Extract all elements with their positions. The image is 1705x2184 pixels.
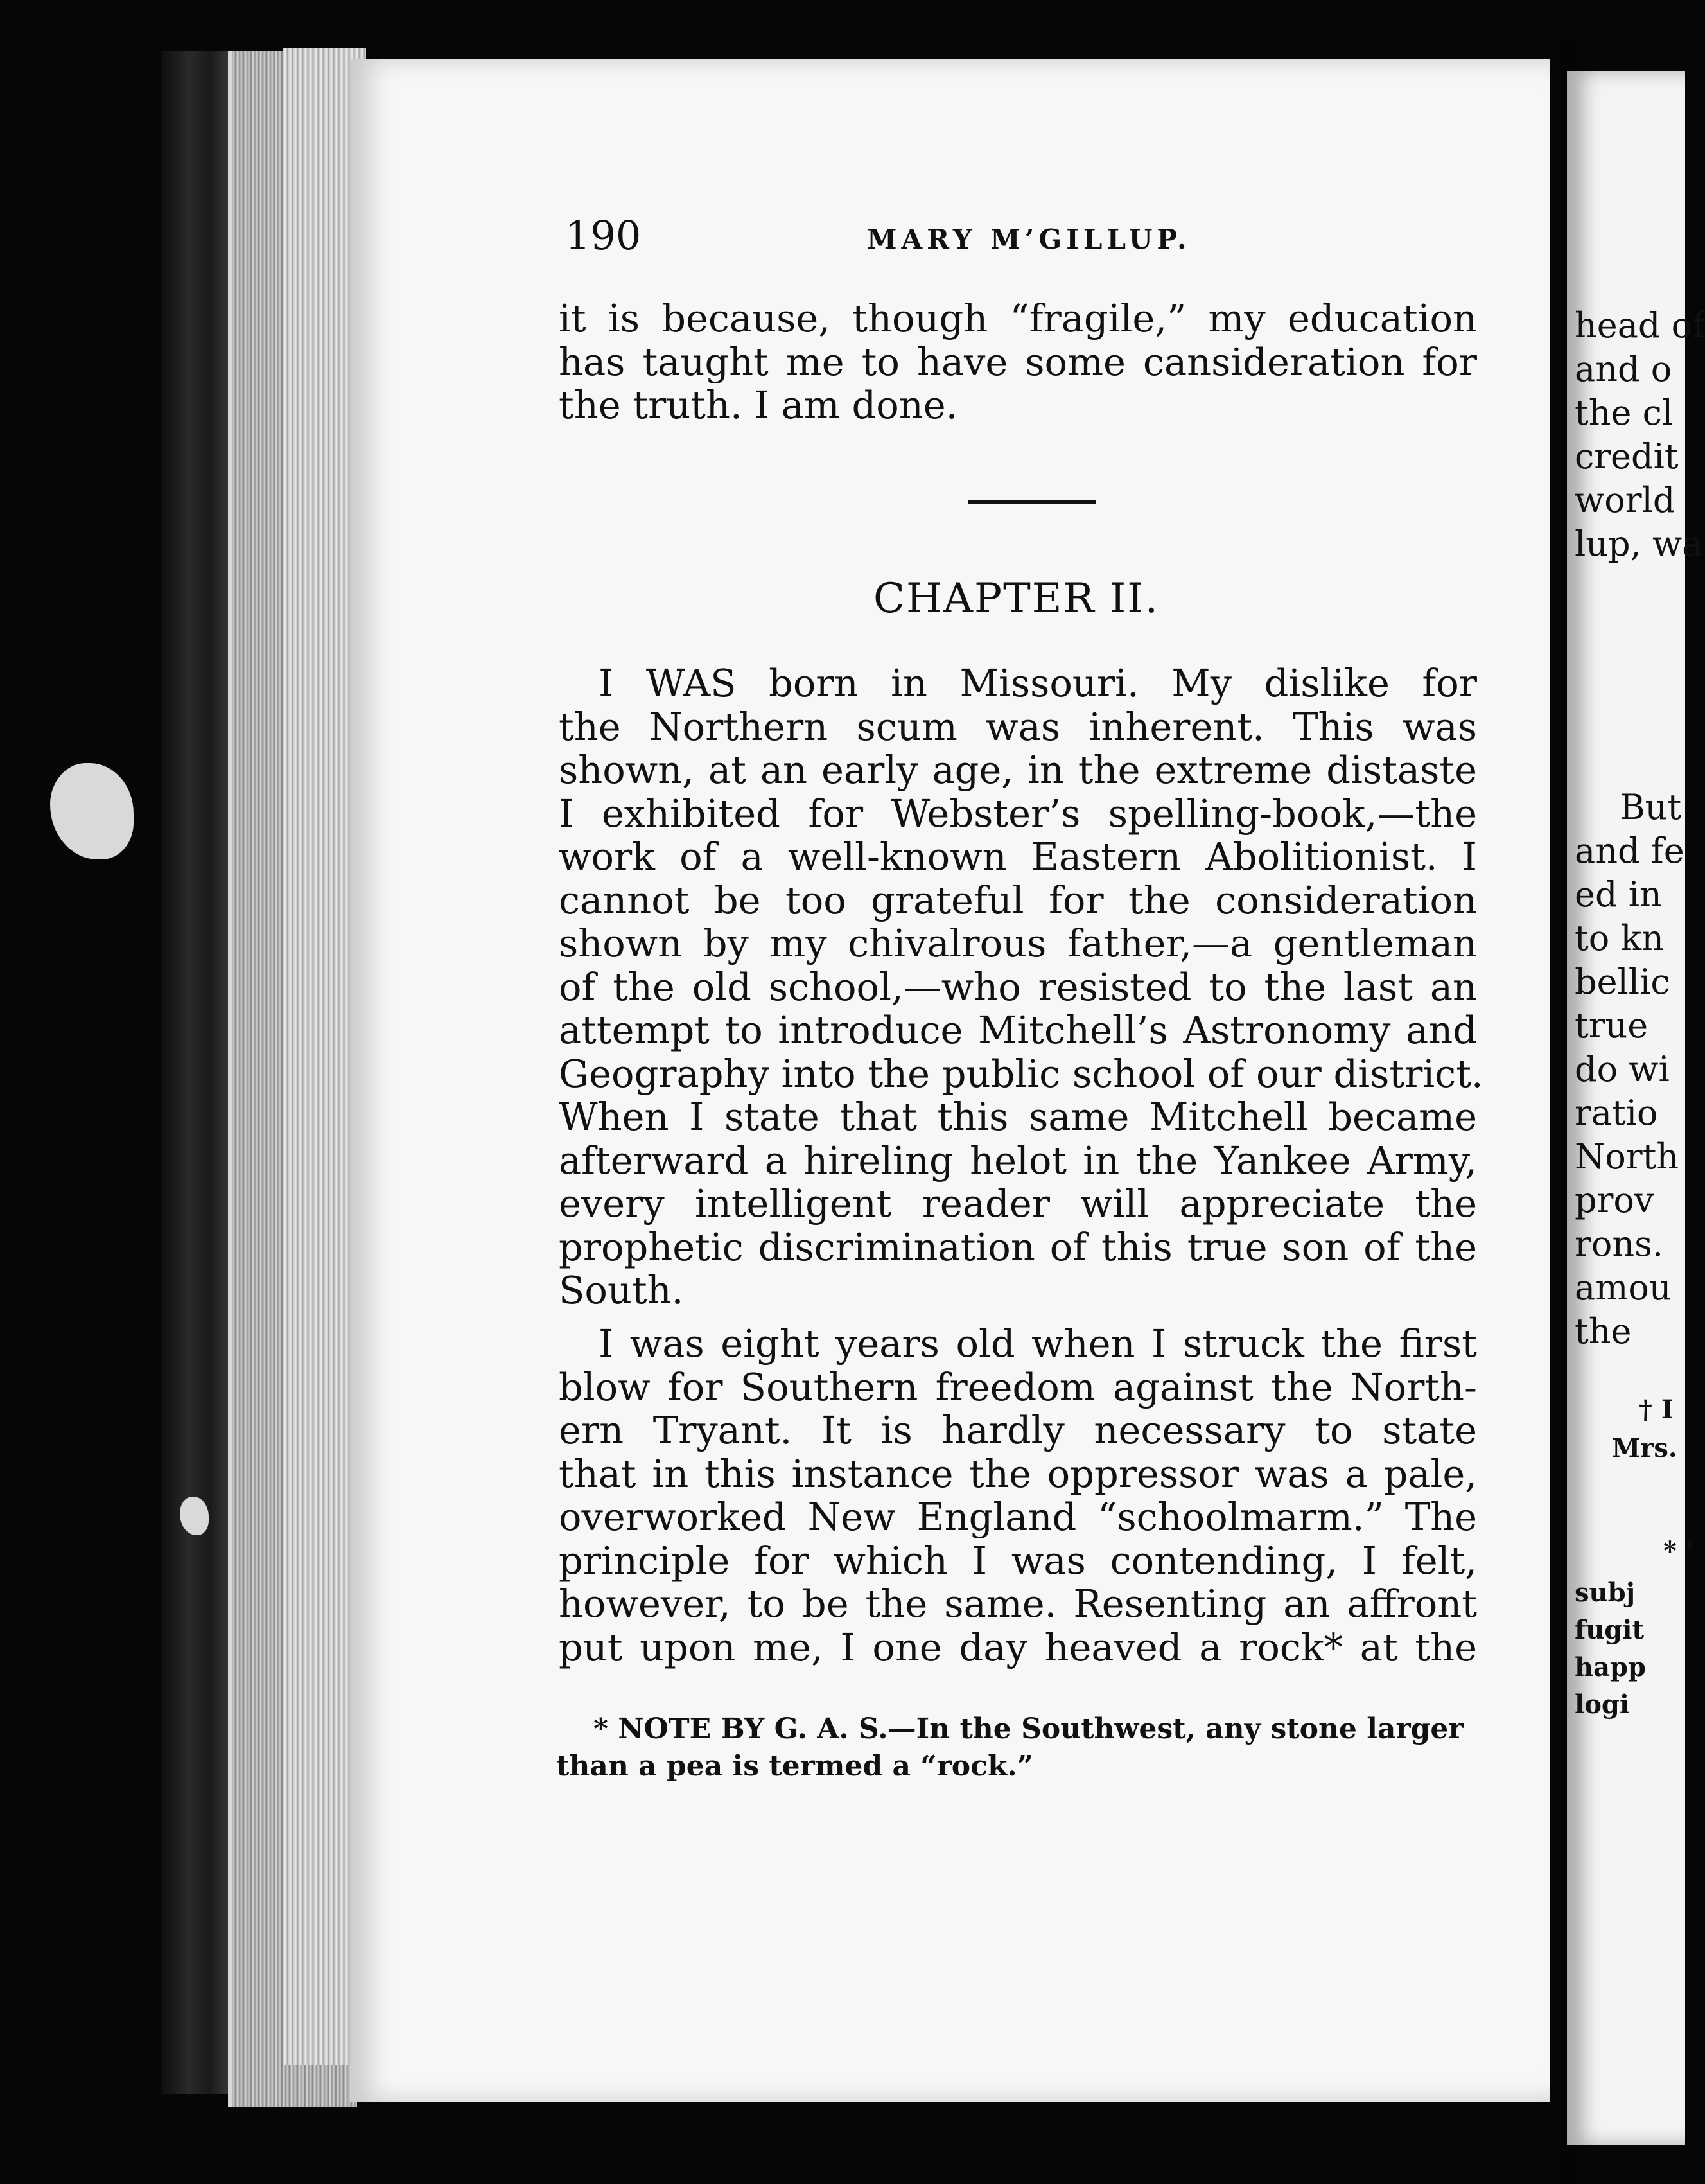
- section-rule: [968, 500, 1096, 504]
- text-line: attempt to introduce Mitchell’s Astronomy and: [559, 1008, 1477, 1052]
- adjacent-page-fragment: and o: [1575, 349, 1672, 389]
- adjacent-page-fragment: ratio: [1575, 1093, 1658, 1133]
- adjacent-page-fragment: happ: [1575, 1652, 1646, 1682]
- text-line: that in this instance the oppressor was a pale,: [559, 1451, 1477, 1496]
- adjacent-page-fragment: lup, wa: [1575, 524, 1703, 564]
- adjacent-page-fragment: rons.: [1575, 1224, 1663, 1264]
- text-line: principle for which I was contending, I felt,: [559, 1538, 1477, 1583]
- paper-fleck: [50, 763, 134, 859]
- text-line: shown, at an early age, in the extreme distaste: [559, 748, 1477, 792]
- footnote: [556, 1711, 1481, 1785]
- text-line: cannot be too grateful for the consideration: [559, 877, 1477, 922]
- adjacent-page-fragment: But: [1620, 787, 1682, 827]
- paragraph-2: [559, 1322, 1477, 1669]
- adjacent-page-fragment: subj: [1575, 1578, 1636, 1608]
- adjacent-page-fragment: the cl: [1575, 392, 1674, 433]
- text-line: every intelligent reader will appreciate the: [559, 1181, 1477, 1226]
- text-line: ern Tryant. It is hardly necessary to state: [559, 1408, 1477, 1452]
- adjacent-page-fragment: and fe: [1575, 831, 1684, 871]
- adjacent-page-fragment: the: [1575, 1311, 1632, 1352]
- adjacent-page: [1567, 71, 1705, 2145]
- text-line: South.: [559, 1268, 684, 1312]
- adjacent-page-fragment: do wi: [1575, 1049, 1670, 1089]
- adjacent-page-fragment: bellic: [1575, 962, 1670, 1002]
- adjacent-page-fragment: world: [1575, 480, 1675, 520]
- text-line: I exhibited for Webster’s spelling-book,—the: [559, 791, 1477, 836]
- running-title: MARY M’GILLUP.: [867, 224, 1191, 255]
- paragraph-1: [559, 661, 1483, 1312]
- text-line: has taught me to have some cansideration for: [559, 339, 1477, 384]
- text-line: afterward a hireling helot in the Yankee Army,: [559, 1138, 1477, 1183]
- adjacent-page-fragment: ed in: [1575, 874, 1662, 915]
- adjacent-page-fragment: † I: [1639, 1395, 1674, 1425]
- opening-paragraph: [559, 297, 1477, 427]
- chapter-heading: CHAPTER II.: [873, 575, 1159, 622]
- book-spine: [161, 51, 231, 2094]
- text-line: of the old school,—who resisted to the last an: [559, 964, 1477, 1009]
- adjacent-page-fragment: Mrs.: [1612, 1433, 1677, 1463]
- adjacent-page-fragment: to kn: [1575, 918, 1664, 958]
- text-line: I was eight years old when I struck the first: [599, 1321, 1477, 1366]
- adjacent-page-fragment: * ': [1663, 1536, 1694, 1566]
- page-number: 190: [565, 212, 642, 259]
- text-line: I WAS born in Missouri. My dislike for: [599, 661, 1477, 705]
- adjacent-page-fragment: true: [1575, 1005, 1648, 1046]
- adjacent-page-fragment: prov: [1575, 1180, 1654, 1220]
- text-line: the Northern scum was inherent. This was: [559, 704, 1477, 749]
- adjacent-page-fragment: logi: [1575, 1689, 1630, 1720]
- text-line: work of a well-known Eastern Abolitionist. I: [559, 834, 1477, 879]
- adjacent-page-fragment: North: [1575, 1136, 1679, 1177]
- adjacent-page-fragment: head of: [1575, 305, 1705, 346]
- text-line: however, to be the same. Resenting an affront: [559, 1581, 1477, 1626]
- text-line: put upon me, I one day heaved a rock* at the: [559, 1625, 1477, 1669]
- text-line: prophetic discrimination of this true son of the: [559, 1224, 1477, 1269]
- text-line: it is because, though “fragile,” my education: [559, 296, 1477, 340]
- adjacent-page-fragment: amou: [1575, 1267, 1672, 1308]
- footnote-line: * NOTE BY G. A. S.—In the Southwest, any stone larger: [593, 1713, 1464, 1745]
- running-head: [565, 212, 1477, 263]
- text-line: overworked New England “schoolmarm.” The: [559, 1495, 1477, 1539]
- adjacent-page-fragment: fugit: [1575, 1615, 1644, 1645]
- text-line: the truth. I am done.: [559, 383, 958, 427]
- text-line: When I state that this same Mitchell became: [559, 1095, 1477, 1139]
- footnote-line: than a pea is termed a “rock.”: [556, 1750, 1034, 1783]
- text-line: Geography into the public school of our district.: [559, 1051, 1483, 1096]
- adjacent-page-fragment: credit: [1575, 436, 1679, 477]
- text-line: blow for Southern freedom against the North-: [559, 1364, 1477, 1409]
- text-line: shown by my chivalrous father,—a gentleman: [559, 921, 1477, 965]
